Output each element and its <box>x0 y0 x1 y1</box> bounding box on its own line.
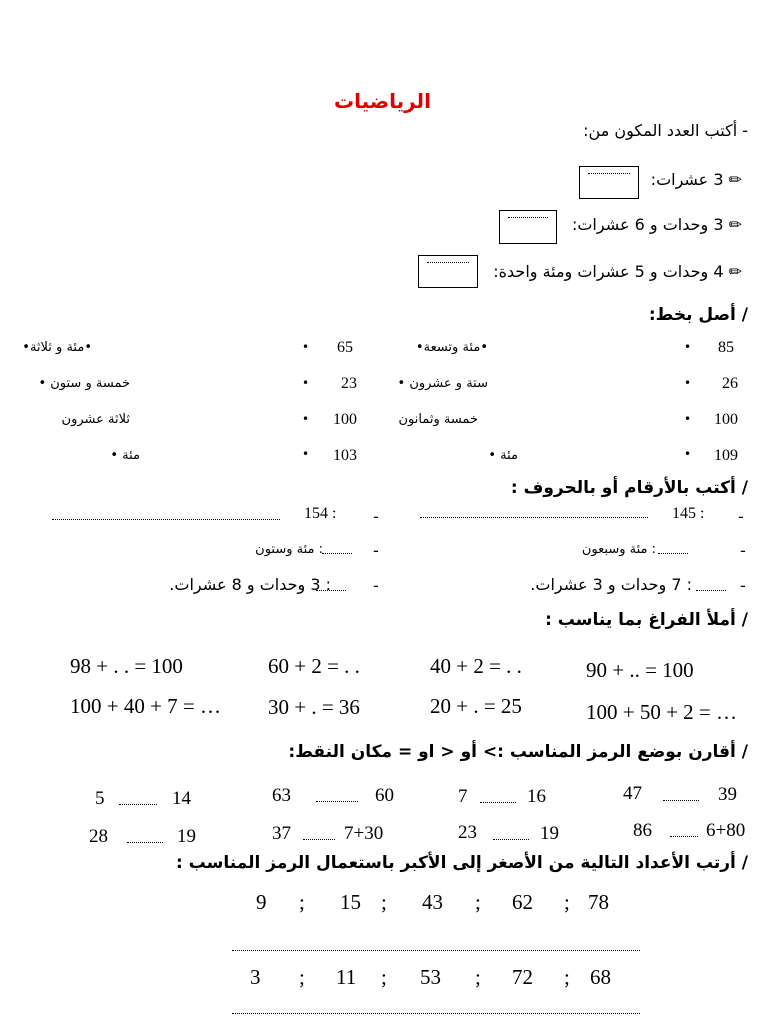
q4-heading: / أملأ الفراغ بما يناسب : <box>545 610 748 630</box>
answer-line[interactable] <box>420 517 648 518</box>
q3-r3-left-label: : 3 وحدات و 8 عشرات. <box>169 575 331 594</box>
q3-r1-right-label: 145 : <box>672 505 705 522</box>
match-word: ثلاثة عشرون <box>61 412 130 427</box>
compare-blank[interactable] <box>480 802 516 803</box>
compare-num: 16 <box>527 786 546 807</box>
order-num: 3 <box>250 965 261 989</box>
match-num: 26 <box>722 375 738 392</box>
compare-num: 28 <box>89 826 108 847</box>
dash: - <box>373 576 379 595</box>
compare-blank[interactable] <box>670 836 698 837</box>
pencil-icon: ✏ <box>728 170 742 189</box>
separator: ; <box>381 965 387 989</box>
q4-equation: 100 + 50 + 2 = … <box>586 700 738 724</box>
match-num: 109 <box>714 447 738 464</box>
dash: - <box>740 576 746 595</box>
match-word: خمسة و ستون • <box>38 376 130 391</box>
compare-blank[interactable] <box>119 804 157 805</box>
q1-item-1-text: 3 عشرات: <box>650 170 724 189</box>
bullet-icon: • <box>302 340 310 354</box>
order-num: 72 <box>512 965 533 989</box>
bullet-icon: • <box>684 340 692 354</box>
separator: ; <box>475 890 481 914</box>
order-num: 43 <box>422 890 443 914</box>
separator: ; <box>475 965 481 989</box>
q1-item-3-text: 4 وحدات و 5 عشرات ومئة واحدة: <box>493 262 724 281</box>
match-num: 103 <box>333 447 357 464</box>
separator: ; <box>299 965 305 989</box>
q3-heading: / أكتب بالأرقام أو بالحروف : <box>510 478 748 498</box>
order-num: 68 <box>590 965 611 989</box>
match-num: 100 <box>333 411 357 428</box>
compare-blank[interactable] <box>316 801 358 802</box>
dash: - <box>373 507 379 526</box>
q1-item-2 <box>572 215 742 234</box>
q4-equation: 20 + . = 25 <box>430 694 522 718</box>
q4-equation: 30 + . = 36 <box>268 695 360 719</box>
pencil-icon: ✏ <box>728 215 742 234</box>
match-word: •مئة وتسعة• <box>415 340 488 355</box>
answer-line[interactable] <box>232 1013 640 1014</box>
bullet-icon: • <box>684 412 692 426</box>
q5-heading: / أقارن بوضع الرمز المناسب :> أو < او = مكان النقط: <box>288 742 748 762</box>
compare-num: 19 <box>540 823 559 844</box>
compare-num: 14 <box>172 788 191 809</box>
compare-num: 37 <box>272 823 291 844</box>
pencil-icon: ✏ <box>728 262 742 281</box>
compare-num: 39 <box>718 784 737 805</box>
compare-num: 47 <box>623 783 642 804</box>
order-num: 62 <box>512 890 533 914</box>
compare-blank[interactable] <box>493 839 529 840</box>
q3-r2-left-label: : مئة وستون <box>255 542 323 557</box>
match-word: ستة و عشرون • <box>397 376 488 391</box>
answer-box-2[interactable] <box>499 210 557 244</box>
compare-num: 6+80 <box>706 820 746 841</box>
q1-item-3 <box>493 262 742 281</box>
match-num: 65 <box>337 339 353 356</box>
answer-line[interactable] <box>322 553 352 554</box>
compare-num: 63 <box>272 785 291 806</box>
q3-r2-right-label: : مئة وسبعون <box>581 542 656 557</box>
q1-item-1 <box>651 170 742 189</box>
order-num: 11 <box>336 965 357 989</box>
answer-line[interactable] <box>658 553 688 554</box>
compare-num: 7 <box>458 786 468 807</box>
q1-heading: - أكتب العدد المكون من: <box>583 121 748 140</box>
match-num: 100 <box>714 411 738 428</box>
compare-num: 5 <box>95 788 105 809</box>
q4-equation: 98 + . . = 100 <box>70 654 183 678</box>
q4-equation: 40 + 2 = . . <box>430 654 522 678</box>
answer-line[interactable] <box>232 950 640 951</box>
q4-equation: 100 + 40 + 7 = … <box>70 694 222 718</box>
answer-line[interactable] <box>696 590 726 591</box>
q3-r3-right-label: : 7 وحدات و 3 عشرات. <box>530 575 692 594</box>
bullet-icon: • <box>684 447 692 461</box>
separator: ; <box>381 890 387 914</box>
dash: - <box>373 541 379 560</box>
compare-num: 19 <box>177 826 196 847</box>
match-num: 85 <box>718 339 734 356</box>
match-word: مئة • <box>488 448 518 463</box>
q1-item-2-text: 3 وحدات و 6 عشرات: <box>571 215 724 234</box>
q2-heading: / أصل بخط: <box>648 305 748 325</box>
compare-blank[interactable] <box>127 842 163 843</box>
bullet-icon: • <box>302 376 310 390</box>
compare-num: 23 <box>458 822 477 843</box>
dash: - <box>738 507 744 526</box>
compare-blank[interactable] <box>303 839 335 840</box>
order-num: 78 <box>588 890 609 914</box>
order-num: 15 <box>340 890 361 914</box>
order-num: 53 <box>420 965 441 989</box>
compare-blank[interactable] <box>663 800 699 801</box>
separator: ; <box>564 965 570 989</box>
bullet-icon: • <box>684 376 692 390</box>
q3-r1-left-label: 154 : <box>304 505 337 522</box>
q6-heading: / أرتب الأعداد التالية من الأصغر إلى الأكبر باستعمال الرمز المناسب : <box>175 853 748 873</box>
match-word: •مئة و ثلاثة• <box>22 340 92 355</box>
compare-num: 7+30 <box>344 823 384 844</box>
bullet-icon: • <box>302 412 310 426</box>
match-num: 23 <box>341 375 357 392</box>
answer-box-3[interactable] <box>418 255 478 288</box>
answer-line[interactable] <box>316 590 346 591</box>
separator: ; <box>564 890 570 914</box>
page-title: الرياضيات <box>334 89 431 113</box>
separator: ; <box>299 890 305 914</box>
match-word: خمسة وثمانون <box>398 412 478 427</box>
bullet-icon: • <box>302 447 310 461</box>
order-num: 9 <box>256 890 267 914</box>
compare-num: 86 <box>633 820 652 841</box>
answer-box-1[interactable] <box>579 166 639 199</box>
compare-num: 60 <box>375 785 394 806</box>
q4-equation: 90 + .. = 100 <box>586 658 694 682</box>
dash: - <box>740 541 746 560</box>
answer-line[interactable] <box>52 519 280 520</box>
q4-equation: 60 + 2 = . . <box>268 654 360 678</box>
match-word: مئة • <box>110 448 140 463</box>
